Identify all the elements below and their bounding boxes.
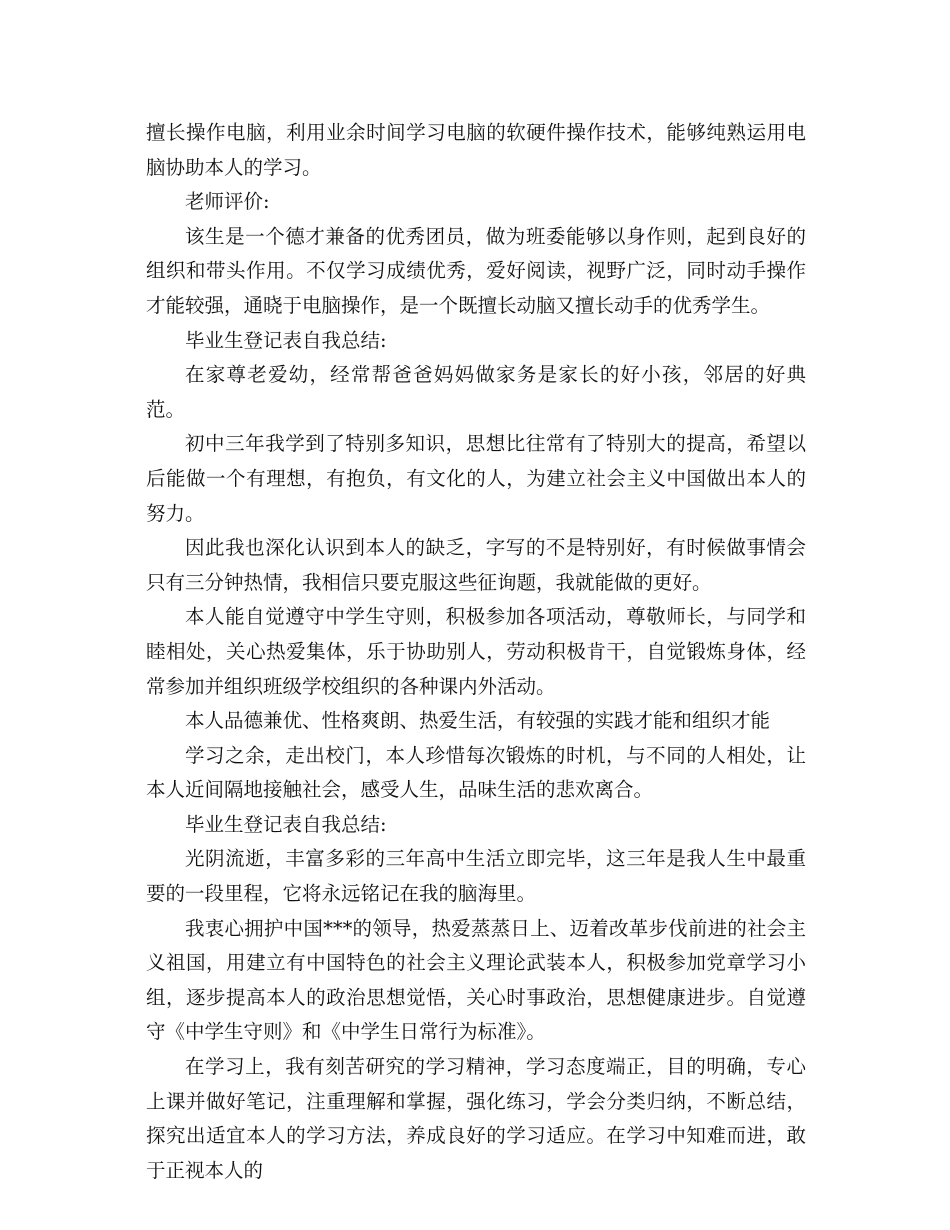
document-body xyxy=(146,116,806,1188)
paragraph-family: 在家尊老爱幼，经常帮爸爸妈妈做家务是家长的好小孩，邻居的好典范。 xyxy=(146,363,806,421)
paragraph-conduct: 本人能自觉遵守中学生守则，积极参加各项活动，尊敬师长，与同学和睦相处，关心热爱集体，乐于协助别人，劳动积极肯干，自觉锻炼身体，经常参加并组织班级学校组织的各种课内外活动。 xyxy=(146,605,806,698)
heading-graduate-summary-1: 毕业生登记表自我总结: xyxy=(185,328,387,352)
paragraph-outside-school: 学习之余，走出校门，本人珍惜每次锻炼的时机，与不同的人相处，让本人近间隔地接触社会，感受人生，品味生活的悲欢离合。 xyxy=(146,743,806,802)
paragraph-high-school: 光阴流逝，丰富多彩的三年高中生活立即完毕，这三年是我人生中最重要的一段里程，它将永远铭记在我的脑海里。 xyxy=(146,847,806,906)
paragraph-shortcomings: 因此我也深化认识到本人的缺乏，字写的不是特别好，有时候做事情会只有三分钟热情，我相信只要克服这些征询题，我就能做的更好。 xyxy=(146,536,806,594)
paragraph-study: 在学习上，我有刻苦研究的学习精神，学习态度端正，目的明确，专心上课并做好笔记，注重理解和掌握，强化练习，学会分类归纳，不断总结，探究出适宜本人的学习方法，养成良好的学习适应。在学习中知难而进，敢于正视本人的 xyxy=(146,1055,806,1182)
paragraph-junior-high: 初中三年我学到了特别多知识，思想比往常有了特别大的提高，希望以后能做一个有理想，有抱负，有文化的人，为建立社会主义中国做出本人的努力。 xyxy=(146,432,806,525)
paragraph-teacher-evaluation: 该生是一个德才兼备的优秀团员，做为班委能够以身作则，起到良好的组织和带头作用。不仅学习成绩优秀，爱好阅读，视野广泛，同时动手操作才能较强，通晓于电脑操作，是一个既擅长动脑又擅长动手的优秀学生。 xyxy=(146,224,806,317)
paragraph-computer-skills: 擅长操作电脑，利用业余时间学习电脑的软硬件操作技术，能够纯熟运用电脑协助本人的学习。 xyxy=(146,121,806,179)
heading-graduate-summary-2: 毕业生登记表自我总结: xyxy=(185,812,387,836)
heading-teacher-evaluation: 老师评价: xyxy=(185,190,270,214)
paragraph-character: 本人品德兼优、性格爽朗、热爱生活，有较强的实践才能和组织才能 xyxy=(185,709,771,733)
paragraph-politics: 我衷心拥护中国***的领导，热爱蒸蒸日上、迈着改革步伐前进的社会主义祖国，用建立有中国特色的社会主义理论武装本人，积极参加党章学习小组，逐步提高本人的政治思想觉悟，关心时事政治，思想健康进步。自觉遵守《中学生守则》和《中学生日常行为标准》。 xyxy=(146,916,806,1044)
